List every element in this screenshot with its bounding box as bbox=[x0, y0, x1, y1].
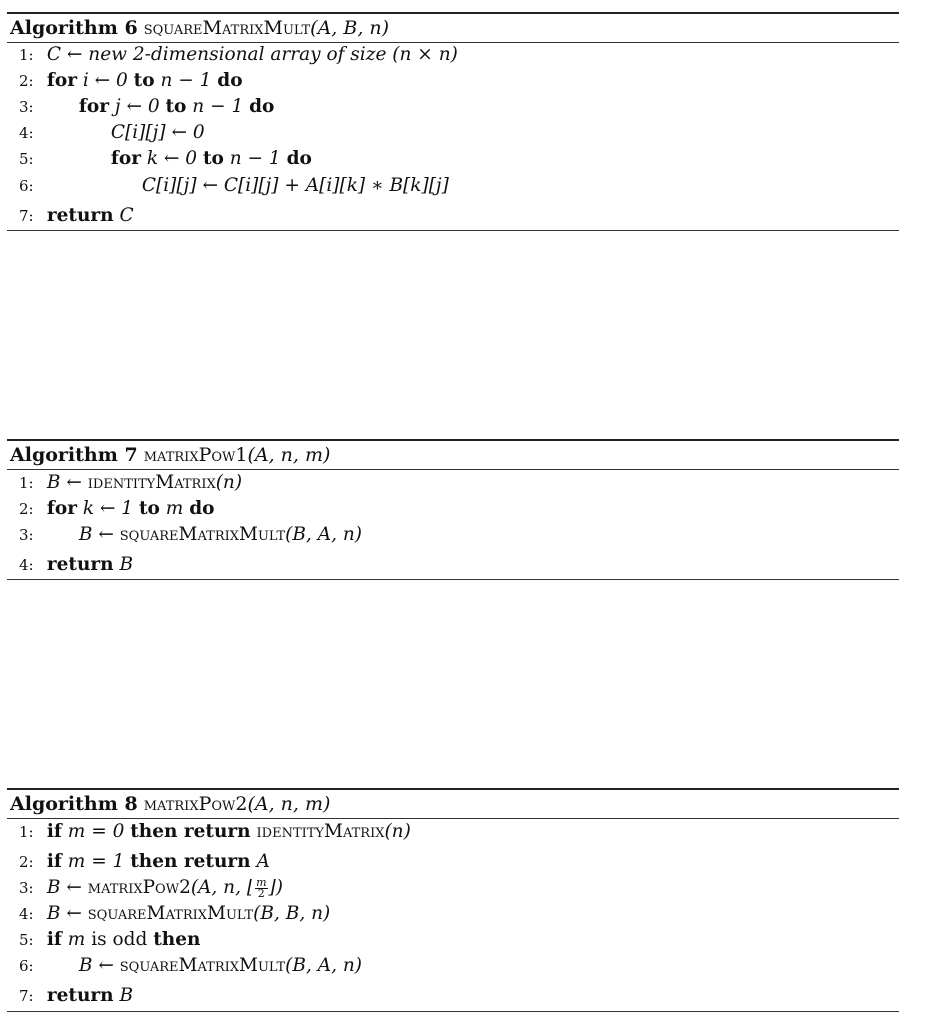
keyword: for bbox=[78, 96, 109, 117]
caption-args: (A, B, n) bbox=[310, 17, 390, 39]
caption-args: (A, n, m) bbox=[247, 793, 331, 815]
algorithm-7 bbox=[7, 439, 899, 575]
call-args: (B, A, n) bbox=[285, 524, 362, 545]
fraction bbox=[255, 875, 267, 900]
code-line bbox=[19, 984, 133, 1008]
caption-rule bbox=[7, 469, 899, 470]
keyword: return bbox=[46, 554, 114, 575]
line-number: 3: bbox=[19, 98, 34, 116]
line-number: 2: bbox=[19, 853, 34, 871]
line-number: 3: bbox=[19, 879, 34, 897]
procedure-call: squareMatrixMult bbox=[87, 903, 254, 924]
expression: k ← 0 bbox=[146, 148, 198, 169]
line-number: 6: bbox=[19, 957, 34, 975]
expression: n − 1 bbox=[192, 96, 244, 117]
call-args: (B, A, n) bbox=[285, 955, 362, 976]
line-number: 6: bbox=[19, 177, 34, 195]
line-number: 3: bbox=[19, 526, 34, 544]
procedure-call: squareMatrixMult bbox=[119, 955, 286, 976]
keyword: to bbox=[133, 70, 155, 91]
expression: n − 1 bbox=[229, 148, 281, 169]
procedure-call: squareMatrixMult bbox=[119, 524, 286, 545]
line-number: 5: bbox=[19, 931, 34, 949]
keyword: return bbox=[46, 985, 114, 1006]
fraction-numerator: m bbox=[256, 875, 267, 889]
code-line bbox=[19, 850, 270, 874]
expression: B bbox=[119, 554, 134, 575]
code-line bbox=[19, 553, 133, 577]
keyword: do bbox=[286, 148, 312, 169]
code-line bbox=[19, 471, 242, 495]
line-number: 2: bbox=[19, 72, 34, 90]
code-line bbox=[19, 928, 200, 952]
procedure-call: matrixPow2 bbox=[87, 877, 191, 898]
code-line bbox=[19, 121, 205, 145]
procedure-call: identityMatrix bbox=[87, 472, 216, 493]
keyword: to bbox=[202, 148, 224, 169]
keyword: for bbox=[46, 70, 77, 91]
code-line bbox=[19, 523, 362, 547]
call-args: (n) bbox=[384, 821, 411, 842]
code-line bbox=[19, 820, 411, 844]
expression: i ← 0 bbox=[82, 70, 128, 91]
caption-label: Algorithm 7 bbox=[10, 444, 138, 466]
keyword: if bbox=[46, 929, 62, 950]
call-args: (B, B, n) bbox=[253, 903, 331, 924]
keyword: do bbox=[249, 96, 275, 117]
keyword: for bbox=[110, 148, 141, 169]
algorithm-caption bbox=[7, 14, 899, 42]
line-number: 1: bbox=[19, 46, 34, 64]
code-line bbox=[19, 954, 362, 978]
expression: j ← 0 bbox=[114, 96, 160, 117]
keyword: then return bbox=[130, 851, 251, 872]
line-number: 4: bbox=[19, 124, 34, 142]
line-number: 2: bbox=[19, 500, 34, 518]
keyword: for bbox=[46, 498, 77, 519]
line-number: 7: bbox=[19, 207, 34, 225]
expression: n − 1 bbox=[160, 70, 212, 91]
fraction-denominator: 2 bbox=[257, 886, 265, 900]
code-line bbox=[19, 174, 449, 198]
line-number: 7: bbox=[19, 987, 34, 1005]
statement: C[i][j] ← C[i][j] + A[i][k] ∗ B[k][j] bbox=[141, 175, 449, 196]
keyword: do bbox=[217, 70, 243, 91]
algorithm-8 bbox=[7, 788, 899, 1006]
algorithm-caption bbox=[7, 441, 899, 469]
caption-name: squareMatrixMult bbox=[143, 17, 311, 39]
code-line bbox=[19, 497, 214, 521]
statement: B ← bbox=[46, 472, 82, 493]
expression: A bbox=[256, 851, 270, 872]
call-args: (A, n, ⌊ bbox=[190, 877, 255, 898]
code-line bbox=[19, 95, 274, 119]
statement: B ← bbox=[46, 903, 82, 924]
code-line bbox=[19, 204, 134, 228]
expression: m = 0 bbox=[67, 821, 125, 842]
line-number: 1: bbox=[19, 823, 34, 841]
bottom-rule bbox=[7, 1011, 899, 1012]
caption-args: (A, n, m) bbox=[247, 444, 331, 466]
statement: B ← bbox=[46, 877, 82, 898]
bottom-rule bbox=[7, 579, 899, 580]
code-line bbox=[19, 69, 243, 93]
algorithm-6 bbox=[7, 12, 899, 226]
statement: C[i][j] ← 0 bbox=[110, 122, 205, 143]
line-number: 4: bbox=[19, 556, 34, 574]
expression: m bbox=[67, 929, 86, 950]
call-args-close: ⌋) bbox=[268, 877, 283, 898]
keyword: if bbox=[46, 821, 62, 842]
keyword: to bbox=[138, 498, 160, 519]
procedure-call: identityMatrix bbox=[256, 821, 385, 842]
line-number: 4: bbox=[19, 905, 34, 923]
caption-label: Algorithm 6 bbox=[10, 17, 138, 39]
line-number: 1: bbox=[19, 474, 34, 492]
statement: C ← new 2-dimensional array of size (n × n) bbox=[46, 44, 458, 65]
algorithm-caption bbox=[7, 790, 899, 818]
expression: m bbox=[165, 498, 184, 519]
caption-rule bbox=[7, 818, 899, 819]
statement: B ← bbox=[78, 955, 114, 976]
caption-name: matrixPow1 bbox=[143, 444, 248, 466]
code-line bbox=[19, 876, 283, 900]
keyword: then bbox=[153, 929, 201, 950]
call-args: (n) bbox=[215, 472, 243, 493]
caption-label: Algorithm 8 bbox=[10, 793, 138, 815]
line-number: 5: bbox=[19, 150, 34, 168]
caption-name: matrixPow2 bbox=[143, 793, 248, 815]
keyword: then return bbox=[130, 821, 251, 842]
keyword: to bbox=[165, 96, 187, 117]
expression: k ← 1 bbox=[82, 498, 134, 519]
keyword: return bbox=[46, 205, 114, 226]
keyword: if bbox=[46, 851, 62, 872]
code-line bbox=[19, 43, 458, 67]
expression: B bbox=[119, 985, 134, 1006]
code-line bbox=[19, 902, 330, 926]
code-line bbox=[19, 147, 312, 171]
plain-text: is odd bbox=[91, 929, 148, 950]
statement: B ← bbox=[78, 524, 114, 545]
expression: m = 1 bbox=[67, 851, 125, 872]
expression: C bbox=[119, 205, 134, 226]
keyword: do bbox=[189, 498, 215, 519]
bottom-rule bbox=[7, 230, 899, 231]
